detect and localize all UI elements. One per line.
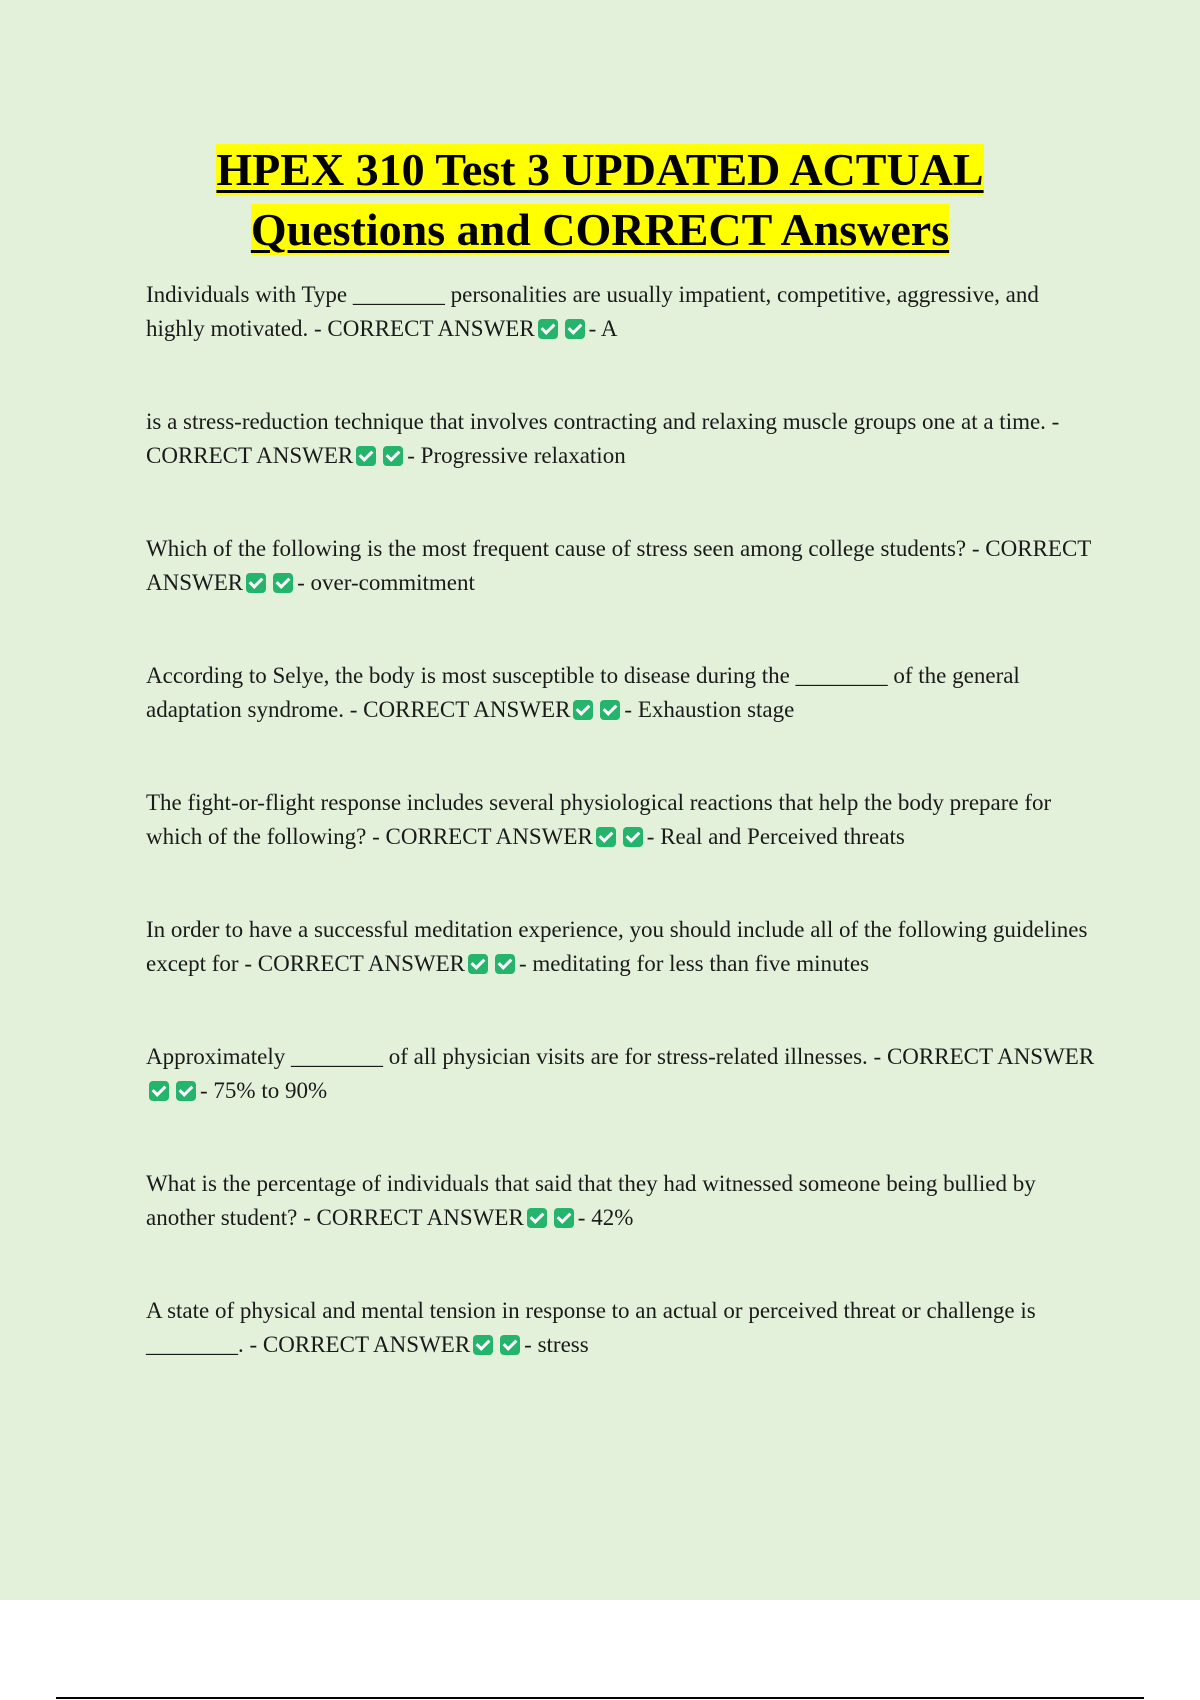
answer-label: CORRECT ANSWER [257, 951, 465, 976]
check-icon [596, 827, 616, 847]
title-line-2: Questions and CORRECT Answers [250, 204, 950, 255]
qa-item: Individuals with Type ________ personalities are usually impatient, competitive, aggressive, and highly motivated. - CORRECT ANSWER - A [146, 282, 1039, 341]
footer-divider [56, 1697, 1144, 1699]
answer-label: CORRECT ANSWER [363, 697, 571, 722]
qa-item: Which of the following is the most frequent cause of stress seen among college students? - CORRECT ANSWER - over-commitment [146, 536, 1091, 595]
answer-text: Progressive relaxation [420, 443, 626, 468]
qa-item: According to Selye, the body is most susceptible to disease during the ________ of the general adaptation syndrome. - CORRECT ANSWER - Exhaustion stage [146, 663, 1020, 722]
check-icon [273, 573, 293, 593]
answer-label: CORRECT ANSWER [886, 1044, 1095, 1069]
answer-text: stress [537, 1332, 589, 1357]
answer-label: CORRECT ANSWER [385, 824, 593, 849]
qa-item: What is the percentage of individuals that said that they had witnessed someone being bullied by another student? - CORRECT ANSWER - 42% [146, 1171, 1036, 1230]
document-title [0, 140, 1200, 260]
check-icon [500, 1335, 520, 1355]
question-text: Individuals with Type ________ personalities are usually impatient, competitive, aggressive, and highly motivated. - [146, 282, 1039, 341]
answer-text: Exhaustion stage [637, 697, 795, 722]
answer-text: meditating for less than five minutes [532, 951, 870, 976]
qa-item: In order to have a successful meditation experience, you should include all of the following guidelines except for - CORRECT ANSWER - meditating for less than five minutes [146, 917, 1088, 976]
qa-list [146, 278, 1096, 1421]
question-text: In order to have a successful meditation experience, you should include all of the following guidelines except for - [146, 917, 1088, 976]
answer-text: 42% [591, 1205, 634, 1230]
qa-item: is a stress-reduction technique that involves contracting and relaxing muscle groups one at a time. - CORRECT ANSWER - Progressive relaxation [146, 409, 1060, 468]
check-icon [527, 1208, 547, 1228]
qa-item: The fight-or-flight response includes several physiological reactions that help the body prepare for which of the following? - CORRECT ANSWER - Real and Perceived threats [146, 790, 1052, 849]
question-text: What is the percentage of individuals that said that they had witnessed someone being bullied by another student? - [146, 1171, 1036, 1230]
answer-text: over-commitment [310, 570, 475, 595]
check-icon [356, 446, 376, 466]
check-icon [246, 573, 266, 593]
question-text: The fight-or-flight response includes several physiological reactions that help the body prepare for which of the following? - [146, 790, 1052, 849]
question-text: According to Selye, the body is most susceptible to disease during the ________ of the general adaptation syndrome. - [146, 663, 1020, 722]
check-icon [573, 700, 593, 720]
question-text: Approximately ________ of all physician visits are for stress-related illnesses. - [146, 1044, 882, 1069]
check-icon [554, 1208, 574, 1228]
question-text: Which of the following is the most frequent cause of stress seen among college students? - [146, 536, 980, 561]
answer-text: A [600, 316, 618, 341]
check-icon [600, 700, 620, 720]
question-text: is a stress-reduction technique that involves contracting and relaxing muscle groups one at a time. - [146, 409, 1060, 434]
answer-text: 75% to 90% [213, 1078, 328, 1103]
check-icon [149, 1081, 169, 1101]
check-icon [473, 1335, 493, 1355]
qa-item: A state of physical and mental tension in response to an actual or perceived threat or challenge is ________. - CORRECT ANSWER - stress [146, 1298, 1036, 1357]
answer-label: CORRECT ANSWER [327, 316, 535, 341]
check-icon [468, 954, 488, 974]
check-icon [565, 319, 585, 339]
check-icon [176, 1081, 196, 1101]
answer-label: CORRECT ANSWER [316, 1205, 524, 1230]
answer-label: CORRECT ANSWER [146, 536, 1091, 595]
check-icon [623, 827, 643, 847]
answer-text: Real and Perceived threats [660, 824, 905, 849]
check-icon [538, 319, 558, 339]
question-text: A state of physical and mental tension in response to an actual or perceived threat or challenge is ________. - [146, 1298, 1036, 1357]
check-icon [383, 446, 403, 466]
check-icon [495, 954, 515, 974]
qa-item: Approximately ________ of all physician visits are for stress-related illnesses. - CORRECT ANSWER- 75% to 90% [146, 1044, 1095, 1103]
answer-label: CORRECT ANSWER [146, 443, 354, 468]
title-line-1: HPEX 310 Test 3 UPDATED ACTUAL [216, 144, 984, 195]
answer-label: CORRECT ANSWER [262, 1332, 471, 1357]
